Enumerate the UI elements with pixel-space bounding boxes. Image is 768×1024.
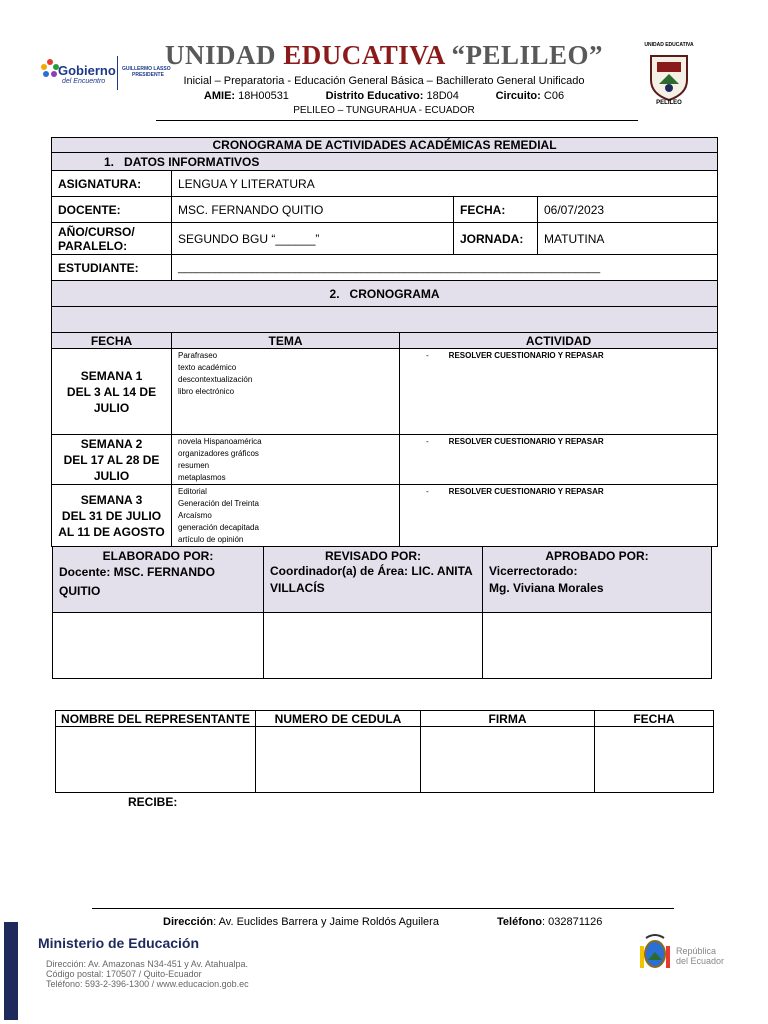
education-levels: Inicial – Preparatoria - Educación General Básica – Bachillerato General Unificado	[183, 75, 585, 87]
firma-field[interactable]	[421, 727, 595, 793]
aprobado-line2: Mg. Viviana Morales	[489, 581, 604, 595]
form-title: CRONOGRAMA DE ACTIVIDADES ACADÉMICAS REMEDIAL	[52, 138, 718, 153]
ecuador-shield-icon	[636, 932, 674, 974]
crest-icon	[637, 42, 701, 106]
elaborado-cell	[53, 547, 264, 613]
revisado-text: Coordinador(a) de Área: LIC. ANITA VILLACÍS	[270, 564, 473, 595]
school-codes: AMIE: 18H00531 Distrito Educativo: 18D04 Circuito: C06	[203, 90, 565, 102]
week-2-date: SEMANA 2 DEL 17 AL 28 DE JULIO	[52, 435, 172, 485]
revisado-cell	[264, 547, 483, 613]
president-label: GUILLERMO LASSO PRESIDENTE	[122, 66, 171, 78]
ministerio-address-3: Teléfono: 593-2-396-1300 / www.educacion.gob.ec	[46, 979, 249, 989]
representative-table	[55, 710, 714, 793]
crest-top-text: UNIDAD EDUCATIVA	[644, 42, 694, 48]
ministerio-address-2: Código postal: 170507 / Quito-Ecuador	[46, 969, 202, 979]
docente-label: DOCENTE:	[52, 197, 172, 223]
elaborado-title: ELABORADO POR:	[102, 549, 214, 563]
revisado-title: REVISADO POR:	[324, 549, 421, 563]
section-2-heading: 2. CRONOGRAMA	[52, 281, 718, 307]
col-actividad-header: ACTIVIDAD	[400, 333, 718, 349]
col-nombre-header: NOMBRE DEL REPRESENTANTE	[56, 711, 256, 727]
col-fecha-header: FECHA	[52, 333, 172, 349]
jornada-value: MATUTINA	[538, 223, 718, 255]
school-crest-logo	[637, 42, 701, 106]
aprobado-line1: Vicerrectorado:	[489, 564, 578, 578]
elaborado-text: Docente: MSC. FERNANDO QUITIO	[59, 565, 216, 598]
week-1-row	[52, 349, 718, 435]
estudiante-field[interactable]: _____________________________________________________________________	[172, 255, 718, 281]
school-phone: Teléfono: 032871126	[497, 916, 603, 928]
footer-rule	[92, 908, 674, 909]
approval-table	[52, 546, 712, 679]
week-2-topics: novela Hispanoamérica organizadores gráficos resumen metaplasmos	[172, 435, 400, 485]
week-3-date: SEMANA 3 DEL 31 DE JULIO AL 11 DE AGOSTO	[52, 485, 172, 547]
estudiante-label: ESTUDIANTE:	[52, 255, 172, 281]
week-1-activity: - RESOLVER CUESTIONARIO Y REPASAR	[400, 349, 718, 435]
week-3-topics: Editorial Generación del Treinta Arcaísmo generación decapitada artículo de opinión	[172, 485, 400, 547]
school-title: UNIDAD EDUCATIVA “PELILEO”	[164, 40, 604, 70]
header-rule	[156, 120, 638, 121]
cedula-field[interactable]	[256, 727, 421, 793]
aprobado-signature-box[interactable]	[483, 613, 712, 679]
republica-line2: del Ecuador	[676, 956, 725, 966]
republica-logo	[636, 932, 734, 978]
elaborado-signature-box[interactable]	[53, 613, 264, 679]
aprobado-title: APROBADO POR:	[545, 549, 649, 563]
jornada-label: JORNADA:	[454, 223, 538, 255]
fecha-value: 06/07/2023	[538, 197, 718, 223]
schedule-table	[51, 137, 718, 547]
curso-label: AÑO/CURSO/ PARALELO:	[52, 223, 172, 255]
week-2-activity: - RESOLVER CUESTIONARIO Y REPASAR	[400, 435, 718, 485]
revisado-signature-box[interactable]	[264, 613, 483, 679]
col-cedula-header: NUMERO DE CEDULA	[256, 711, 421, 727]
docente-value: MSC. FERNANDO QUITIO	[172, 197, 454, 223]
week-1-date: SEMANA 1 DEL 3 AL 14 DE JULIO	[52, 349, 172, 435]
footer-side-bar	[4, 922, 18, 1020]
week-1-topics: Parafraseo texto académico descontextualización libro electrónico	[172, 349, 400, 435]
aprobado-cell	[483, 547, 712, 613]
section-1-heading: 1. DATOS INFORMATIVOS	[52, 153, 718, 171]
asignatura-label: ASIGNATURA:	[52, 171, 172, 197]
week-3-row	[52, 485, 718, 547]
ministerio-address-1: Dirección: Av. Amazonas N34-451 y Av. Atahualpa.	[46, 959, 248, 969]
school-address: Dirección: Av. Euclides Barrera y Jaime Roldós Aguilera	[163, 916, 439, 928]
recibe-label: RECIBE:	[128, 795, 178, 809]
week-2-row	[52, 435, 718, 485]
gobierno-subtext: del Encuentro	[62, 78, 106, 85]
school-location: PELILEO – TUNGURAHUA - ECUADOR	[293, 105, 475, 116]
asignatura-value: LENGUA Y LITERATURA	[172, 171, 718, 197]
week-3-activity: - RESOLVER CUESTIONARIO Y REPASAR	[400, 485, 718, 547]
col-firma-header: FIRMA	[421, 711, 595, 727]
blank-band	[52, 307, 718, 333]
nombre-field[interactable]	[56, 727, 256, 793]
col-fecha-rep-header: FECHA	[595, 711, 714, 727]
fecha-label: FECHA:	[454, 197, 538, 223]
gobierno-text: Gobierno	[58, 63, 116, 78]
republica-line1: República	[676, 946, 717, 956]
crest-bottom-text: PELILEO	[656, 100, 682, 106]
col-tema-header: TEMA	[172, 333, 400, 349]
fecha-rep-field[interactable]	[595, 727, 714, 793]
curso-value: SEGUNDO BGU “______”	[172, 223, 454, 255]
ministerio-title: Ministerio de Educación	[38, 935, 200, 951]
